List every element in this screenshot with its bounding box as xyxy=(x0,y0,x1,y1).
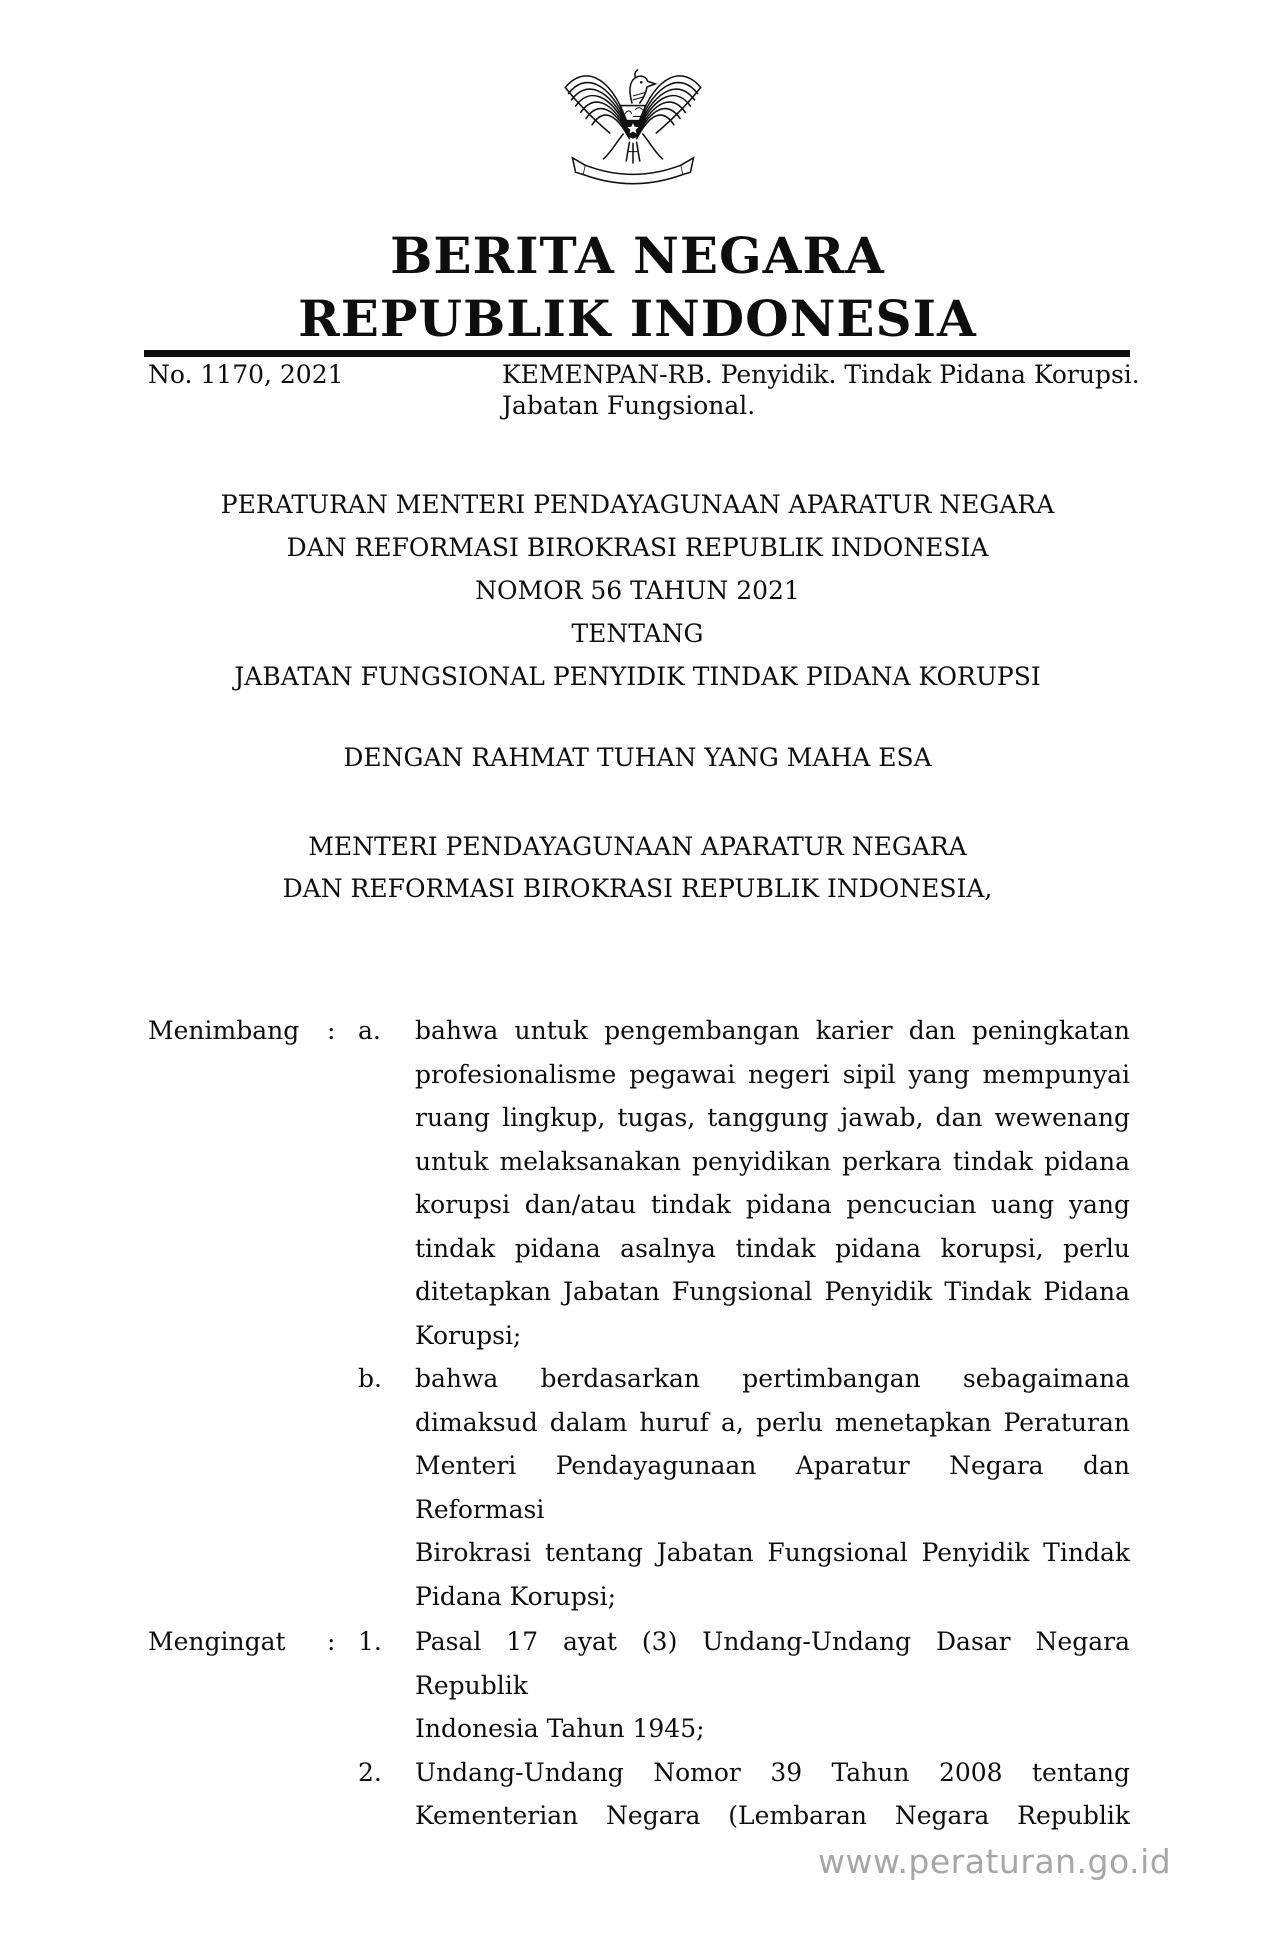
text-line: Undang-Undang Nomor 39 Tahun 2008 tentang xyxy=(415,1757,1130,1787)
legal-basis-label: Mengingat xyxy=(148,1627,286,1656)
text-line: KEMENPAN-RB. Penyidik. Tindak Pidana Korupsi. xyxy=(502,360,1140,389)
heading-line: TENTANG xyxy=(571,619,704,648)
text-line: profesionalisme pegawai negeri sipil yang mempunyai xyxy=(415,1059,1130,1089)
legal-basis-block xyxy=(148,1620,1130,1838)
gazette-title-line2: REPUBLIK INDONESIA xyxy=(298,289,977,348)
legal-basis-separator: : xyxy=(327,1627,336,1656)
text-line: korupsi dan/atau tindak pidana pencucian uang yang xyxy=(415,1190,1130,1219)
considerations-separator: : xyxy=(327,1016,336,1045)
considerations-label: Menimbang xyxy=(148,1016,300,1045)
masthead-rule xyxy=(144,350,1130,357)
text-line: Kementerian Negara (Lembaran Negara Republik xyxy=(415,1801,1130,1830)
garuda-pancasila-icon xyxy=(558,54,708,212)
invocation: DENGAN RAHMAT TUHAN YANG MAHA ESA xyxy=(343,743,932,772)
heading-line: NOMOR 56 TAHUN 2021 xyxy=(475,576,800,605)
text-line: tindak pidana asalnya tindak pidana korupsi, perlu xyxy=(415,1233,1130,1263)
text-line: bahwa berdasarkan pertimbangan sebagaimana xyxy=(415,1364,1130,1393)
list-item-text xyxy=(415,1620,1130,1751)
text-line: ruang lingkup, tugas, tanggung jawab, dan wewenang xyxy=(415,1103,1130,1132)
text-line: Menteri Pendayagunaan Aparatur Negara dan Reformasi xyxy=(415,1451,1130,1524)
heading-line: JABATAN FUNGSIONAL PENYIDIK TINDAK PIDANA KORUPSI xyxy=(234,662,1041,691)
text-line: Pidana Korupsi; xyxy=(415,1581,617,1611)
considerations-block xyxy=(148,1009,1130,1618)
text-line: untuk melaksanakan penyidikan perkara tindak pidana xyxy=(415,1146,1130,1176)
text-line: Jabatan Fungsional. xyxy=(502,391,756,420)
authority-line: DAN REFORMASI BIROKRASI REPUBLIK INDONESIA, xyxy=(282,874,993,903)
text-line: ditetapkan Jabatan Fungsional Penyidik Tindak Pidana xyxy=(415,1277,1130,1306)
text-line: Korupsi; xyxy=(415,1320,522,1350)
subject-classification xyxy=(502,359,1140,421)
list-marker: a. xyxy=(358,1016,381,1045)
list-item-text xyxy=(415,1751,1130,1838)
list-item-text xyxy=(415,1357,1130,1618)
text-line: dimaksud dalam huruf a, perlu menetapkan Peraturan xyxy=(415,1407,1130,1437)
heading-line: PERATURAN MENTERI PENDAYAGUNAAN APARATUR NEGARA xyxy=(220,490,1055,519)
watermark-url: www.peraturan.go.id xyxy=(818,1842,1172,1881)
list-marker: 2. xyxy=(358,1757,382,1787)
list-marker: b. xyxy=(358,1364,382,1393)
text-line: Birokrasi tentang Jabatan Fungsional Penyidik Tindak xyxy=(415,1538,1130,1567)
text-line: Indonesia Tahun 1945; xyxy=(415,1714,705,1743)
issuing-authority xyxy=(0,826,1275,910)
text-line: bahwa untuk pengembangan karier dan peningkatan xyxy=(415,1016,1130,1045)
authority-line: MENTERI PENDAYAGUNAAN APARATUR NEGARA xyxy=(308,832,967,861)
regulation-heading xyxy=(0,483,1275,698)
text-line: Pasal 17 ayat (3) Undang-Undang Dasar Negara Republik xyxy=(415,1627,1130,1700)
heading-line: DAN REFORMASI BIROKRASI REPUBLIK INDONESIA xyxy=(286,533,989,562)
list-item-text xyxy=(415,1009,1130,1357)
gazette-title xyxy=(0,224,1275,350)
gazette-title-line1: BERITA NEGARA xyxy=(390,226,885,285)
issue-number: No. 1170, 2021 xyxy=(148,360,344,389)
list-marker: 1. xyxy=(358,1627,382,1656)
